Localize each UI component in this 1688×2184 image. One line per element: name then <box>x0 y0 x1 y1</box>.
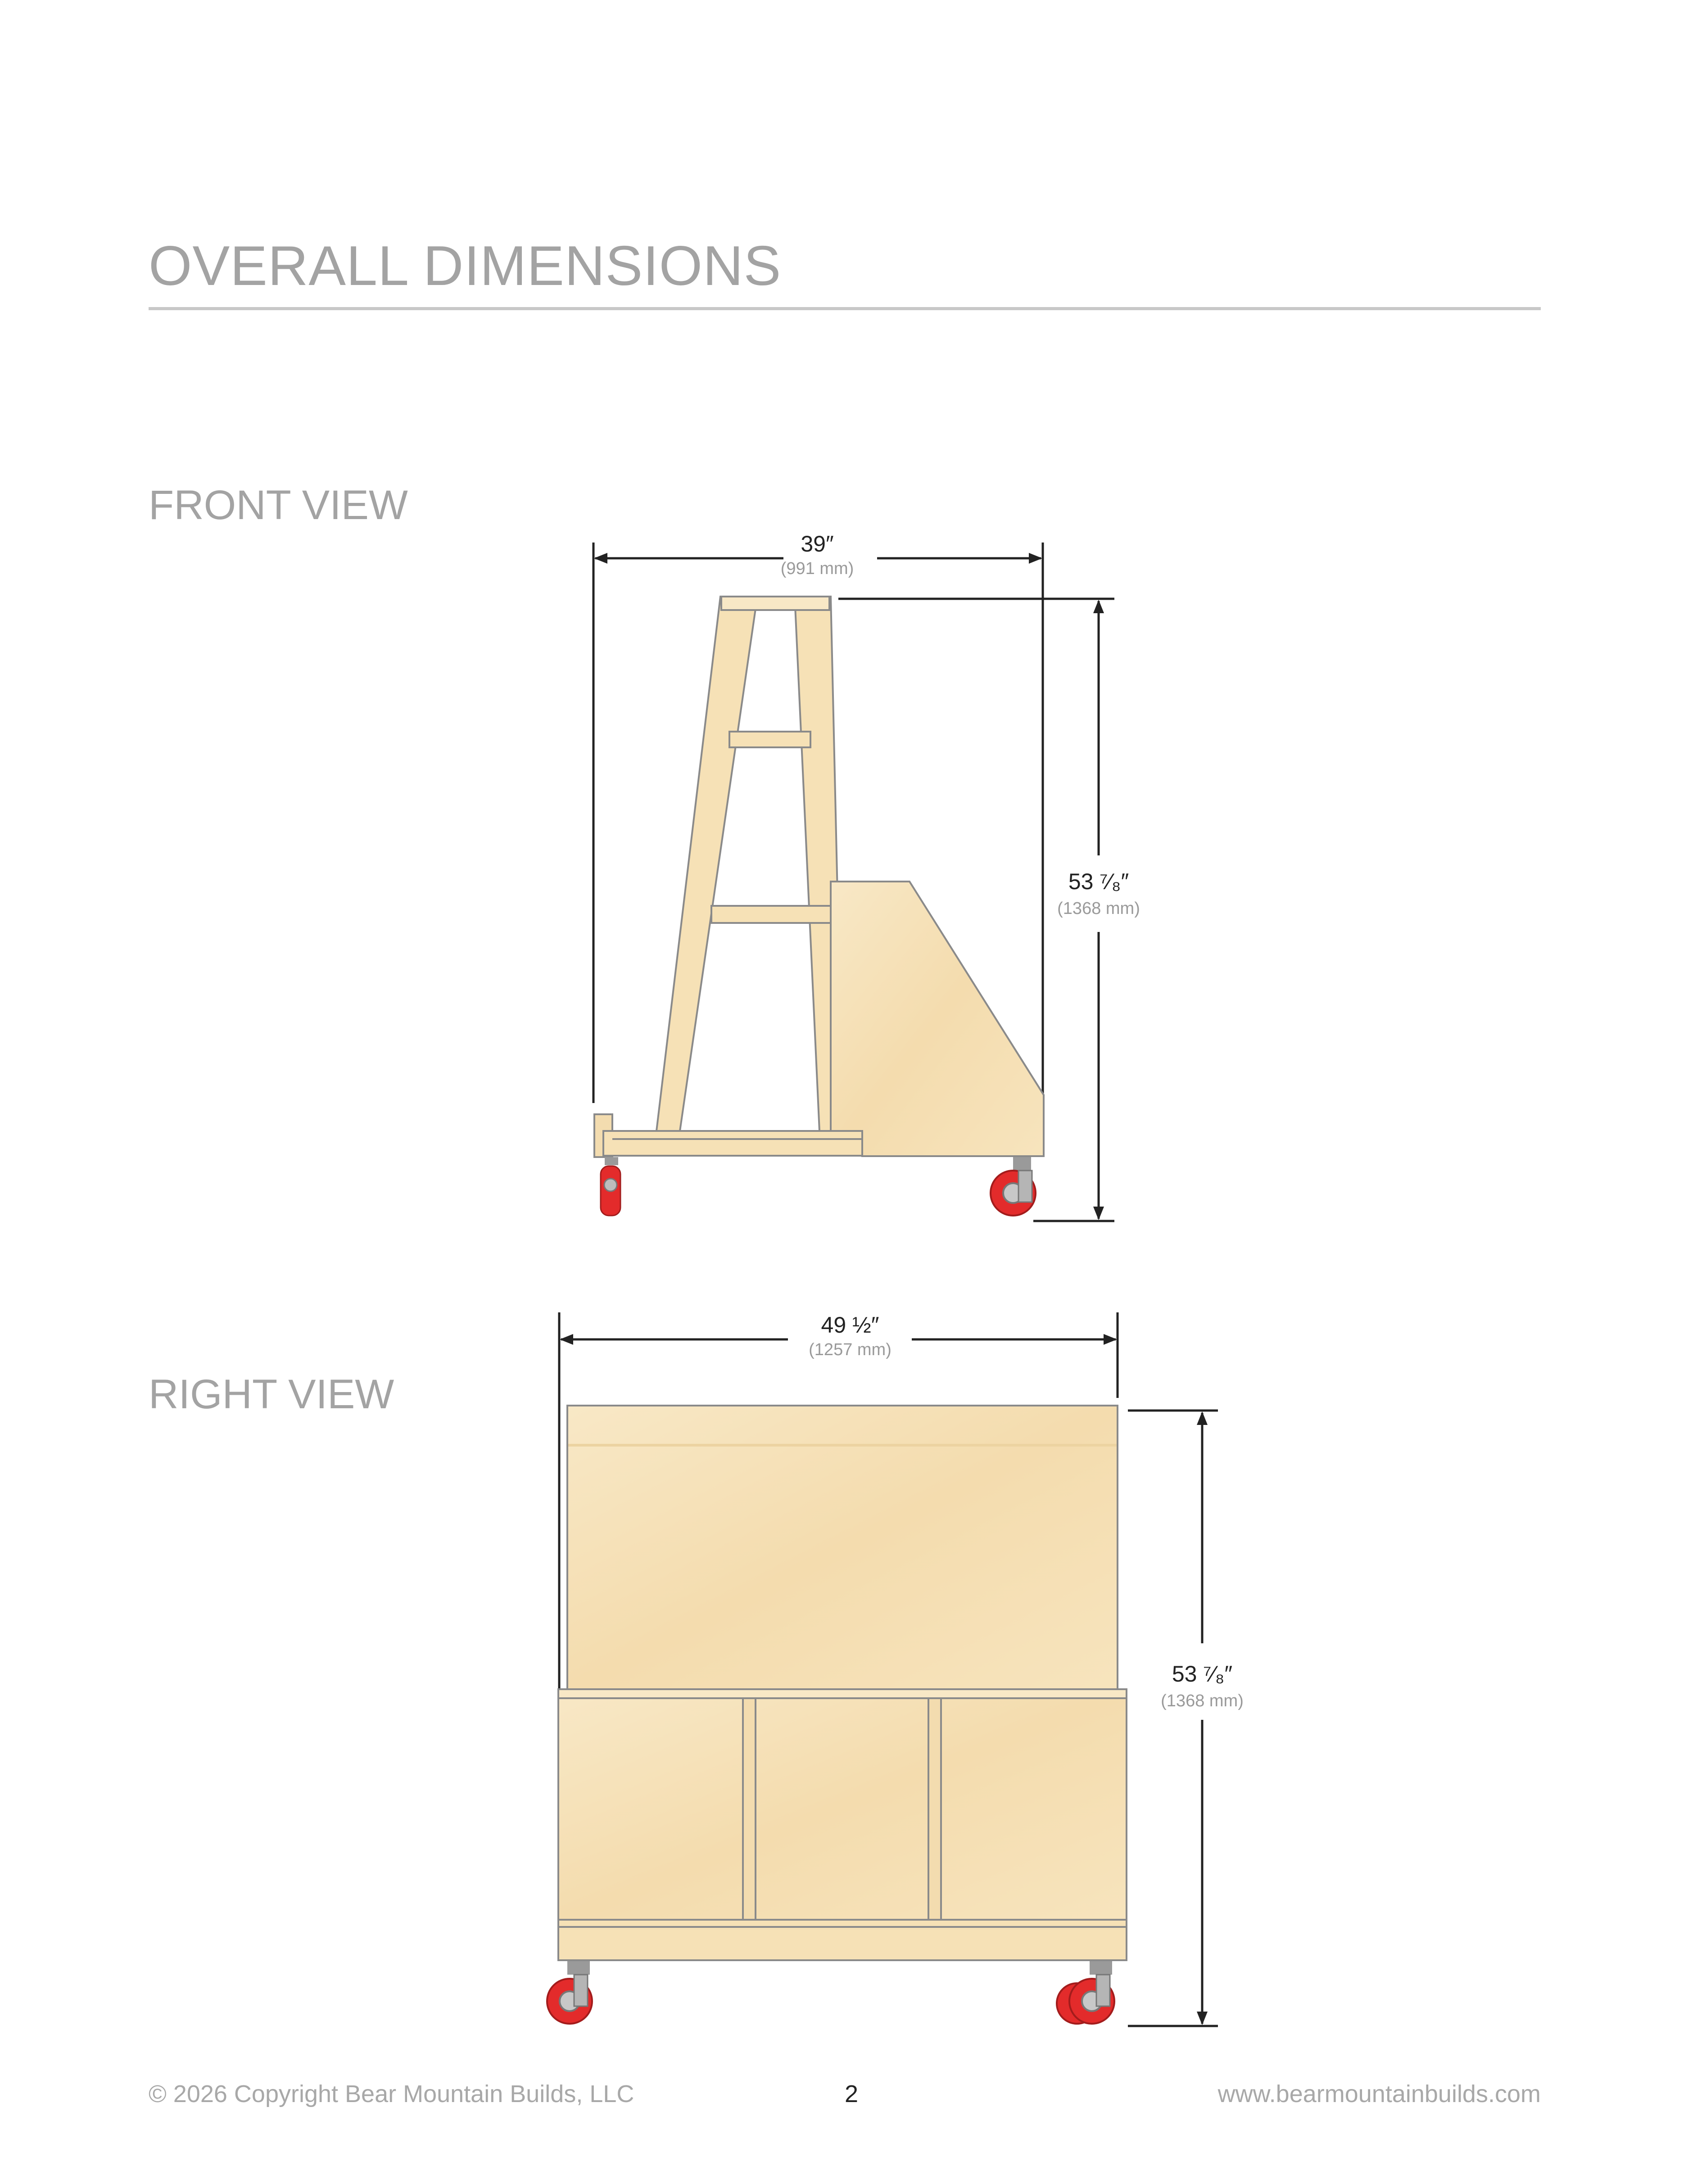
right-view-label: RIGHT VIEW <box>149 1371 394 1417</box>
page-title: OVERALL DIMENSIONS <box>149 235 782 297</box>
front-view-drawing <box>593 531 1140 1221</box>
right-height-dimension <box>1128 1411 1244 2026</box>
right-width-metric: (1257 mm) <box>809 1340 892 1359</box>
right-view-drawing <box>547 1312 1244 2026</box>
front-a-frame <box>656 597 843 1131</box>
caster-wheel-icon <box>547 1961 592 2024</box>
right-width-imperial: 49 ½″ <box>821 1312 879 1338</box>
caster-wheel-icon <box>991 1157 1036 1216</box>
caster-wheel-icon <box>1057 1961 1114 2024</box>
page-number: 2 <box>845 2080 859 2107</box>
right-back-panel <box>567 1406 1118 1689</box>
front-side-panel <box>831 882 1044 1156</box>
caster-wheel-icon <box>601 1157 620 1216</box>
right-front-bin <box>558 1689 1127 1960</box>
front-width-imperial: 39″ <box>801 531 834 556</box>
website-link[interactable]: www.bearmountainbuilds.com <box>1217 2080 1541 2107</box>
copyright-notice: © 2026 Copyright Bear Mountain Builds, LLC <box>149 2080 634 2107</box>
front-view-label: FRONT VIEW <box>149 482 408 528</box>
front-width-metric: (991 mm) <box>780 559 854 578</box>
front-height-metric: (1368 mm) <box>1057 899 1140 918</box>
right-height-metric: (1368 mm) <box>1161 1691 1244 1710</box>
front-height-imperial: 53 ⁷⁄₈″ <box>1068 869 1129 894</box>
right-height-imperial: 53 ⁷⁄₈″ <box>1172 1661 1233 1687</box>
